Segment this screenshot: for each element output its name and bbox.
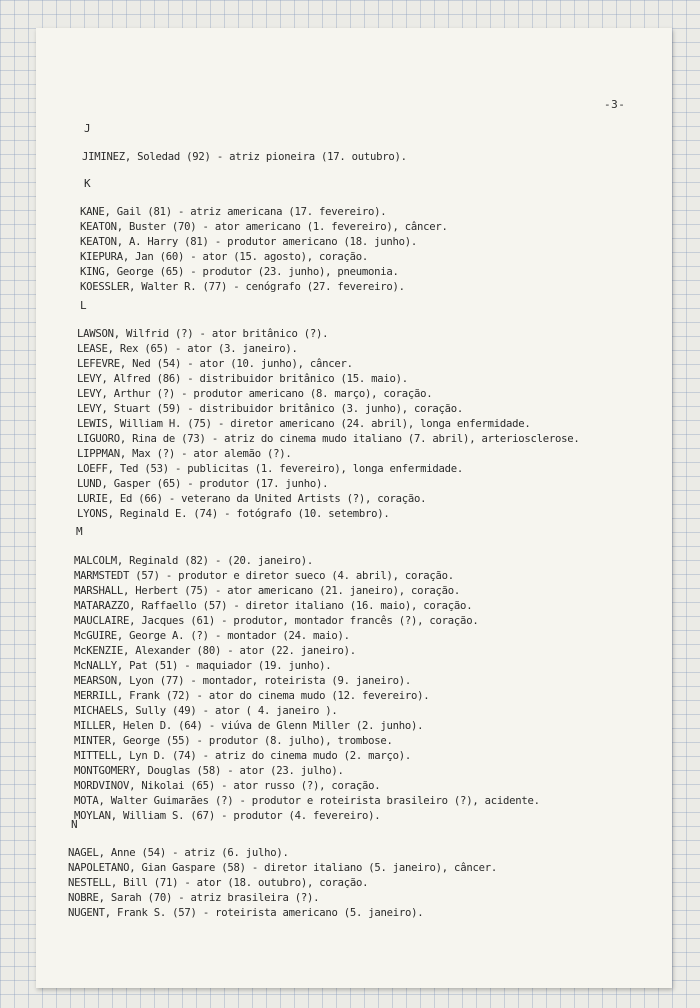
list-item: McNALLY, Pat (51) - maquiador (19. junho). [74, 660, 332, 672]
entry-list [74, 554, 540, 824]
list-item: MARSHALL, Herbert (75) - ator americano (21. janeiro), coração. [74, 585, 461, 597]
list-item: MINTER, George (55) - produtor (8. julho), trombose. [74, 735, 393, 747]
list-item: LEASE, Rex (65) - ator (3. janeiro). [77, 343, 298, 355]
list-item: KOESSLER, Walter R. (77) - cenógrafo (27. fevereiro). [80, 281, 405, 293]
list-item: MERRILL, Frank (72) - ator do cinema mudo (12. fevereiro). [74, 690, 430, 702]
list-item: LIPPMAN, Max (?) - ator alemão (?). [77, 448, 292, 460]
list-item: LAWSON, Wilfrid (?) - ator britânico (?). [77, 328, 329, 340]
list-item: MEARSON, Lyon (77) - montador, roteirista (9. janeiro). [74, 675, 412, 687]
section-letter: N [71, 818, 78, 831]
list-item: JIMINEZ, Soledad (92) - atriz pioneira (17. outubro). [82, 151, 407, 163]
list-item: LYONS, Reginald E. (74) - fotógrafo (10. setembro). [77, 508, 390, 520]
page-number: -3- [604, 98, 626, 111]
list-item: MORDVINOV, Nikolai (65) - ator russo (?), coração. [74, 780, 381, 792]
list-item: MONTGOMERY, Douglas (58) - ator (23. julho). [74, 765, 344, 777]
list-item: NAPOLETANO, Gian Gaspare (58) - diretor italiano (5. janeiro), câncer. [68, 862, 497, 874]
section-letter: J [84, 122, 91, 135]
list-item: MATARAZZO, Raffaello (57) - diretor italiano (16. maio), coração. [74, 600, 473, 612]
section-letter: K [84, 177, 91, 190]
list-item: MOTA, Walter Guimarães (?) - produtor e roteirista brasileiro (?), acidente. [74, 795, 540, 807]
entry-list [77, 327, 580, 522]
entry-list [68, 846, 497, 921]
list-item: LEFEVRE, Ned (54) - ator (10. junho), câncer. [77, 358, 353, 370]
list-item: NESTELL, Bill (71) - ator (18. outubro), coração. [68, 877, 369, 889]
list-item: McKENZIE, Alexander (80) - ator (22. janeiro). [74, 645, 356, 657]
list-item: KIEPURA, Jan (60) - ator (15. agosto), coração. [80, 251, 369, 263]
list-item: LOEFF, Ted (53) - publicitas (1. fevereiro), longa enfermidade. [77, 463, 464, 475]
list-item: KEATON, A. Harry (81) - produtor americano (18. junho). [80, 236, 418, 248]
list-item: NUGENT, Frank S. (57) - roteirista americano (5. janeiro). [68, 907, 424, 919]
list-item: MITTELL, Lyn D. (74) - atriz do cinema mudo (2. março). [74, 750, 412, 762]
list-item: KEATON, Buster (70) - ator americano (1. fevereiro), câncer. [80, 221, 448, 233]
list-item: MAUCLAIRE, Jacques (61) - produtor, montador francês (?), coração. [74, 615, 479, 627]
list-item: LEWIS, William H. (75) - diretor americano (24. abril), longa enfermidade. [77, 418, 531, 430]
list-item: MARMSTEDT (57) - produtor e diretor sueco (4. abril), coração. [74, 570, 454, 582]
list-item: MICHAELS, Sully (49) - ator ( 4. janeiro ). [74, 705, 338, 717]
list-item: KING, George (65) - produtor (23. junho), pneumonia. [80, 266, 399, 278]
section-letter: L [80, 299, 87, 312]
list-item: McGUIRE, George A. (?) - montador (24. maio). [74, 630, 350, 642]
list-item: LEVY, Alfred (86) - distribuidor britânico (15. maio). [77, 373, 408, 385]
list-item: LEVY, Arthur (?) - produtor americano (8. março), coração. [77, 388, 433, 400]
list-item: LUND, Gasper (65) - produtor (17. junho). [77, 478, 329, 490]
list-item: NOBRE, Sarah (70) - atriz brasileira (?). [68, 892, 320, 904]
list-item: MOYLAN, William S. (67) - produtor (4. fevereiro). [74, 810, 381, 822]
entry-list [80, 205, 448, 295]
list-item: MILLER, Helen D. (64) - viúva de Glenn Miller (2. junho). [74, 720, 424, 732]
list-item: NAGEL, Anne (54) - atriz (6. julho). [68, 847, 289, 859]
section-letter: M [76, 525, 83, 538]
list-item: KANE, Gail (81) - atriz americana (17. fevereiro). [80, 206, 387, 218]
list-item: MALCOLM, Reginald (82) - (20. janeiro). [74, 555, 313, 567]
list-item: LURIE, Ed (66) - veterano da United Artists (?), coração. [77, 493, 427, 505]
list-item: LIGUORO, Rina de (73) - atriz do cinema mudo italiano (7. abril), arteriosclerose. [77, 433, 580, 445]
list-item: LEVY, Stuart (59) - distribuidor britânico (3. junho), coração. [77, 403, 464, 415]
entry-list [82, 150, 407, 165]
